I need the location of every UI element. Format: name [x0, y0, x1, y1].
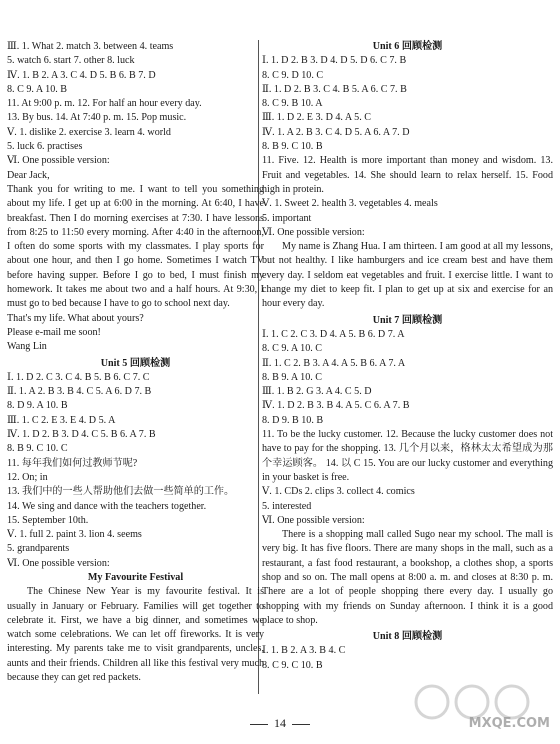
unit6-essay: My name is Zhang Hua. I am thirteen. I am good at all my lessons, but not healthy. I like hamburgers and ice cream best and have them every day. I seldom eat vegetables and fruit. I exercise little. I want to change my diet to keep fit. I plan to get up at six and exercise for an hour every day. — [262, 241, 553, 310]
answer-line: Ⅱ. 1. C 2. B 3. A 4. A 5. B 6. A 7. A — [262, 357, 406, 369]
answer-line: Ⅵ. One possible version: — [262, 226, 365, 238]
answer-line: 5. watch 6. start 7. other 8. luck — [7, 55, 135, 67]
letter-greeting: Dear Jack, — [7, 169, 50, 181]
answer-line: Ⅲ. 1. C 2. E 3. E 4. D 5. A — [7, 414, 116, 426]
page-number-text: 14 — [274, 716, 286, 730]
answer-line: 8. B 9. A 10. C — [262, 371, 323, 383]
unit5-title: Unit 5 回顾检测 — [100, 357, 171, 369]
answer-line: 8. C 9. B 10. A — [262, 98, 323, 110]
watermark-text: MXQE.COM — [468, 716, 550, 731]
answer-line: Ⅵ. One possible version: — [7, 557, 110, 569]
answer-line: Ⅰ. 1. D 2. C 3. C 4. B 5. B 6. C 7. C — [7, 371, 150, 383]
answer-line: 5. grandparents — [7, 543, 70, 555]
answer-line: 13. By bus. 14. At 7:40 p. m. 15. Pop music. — [7, 112, 187, 124]
answer-line: 8. B 9. C 10. C — [7, 443, 68, 455]
left-column — [7, 40, 264, 685]
answer-line: 8. C 9. C 10. B — [262, 659, 323, 671]
answer-line: 8. D 9. B 10. B — [262, 414, 324, 426]
answer-line: Ⅰ. 1. D 2. B 3. D 4. D 5. D 6. C 7. B — [262, 55, 407, 67]
answer-line: Ⅴ. 1. full 2. paint 3. lion 4. seems — [7, 529, 142, 541]
answer-line: 12. On; in — [7, 471, 48, 483]
unit7-answers — [262, 328, 553, 428]
dash-left — [250, 724, 268, 725]
answer-line: Ⅰ. 1. C 2. C 3. D 4. A 5. B 6. D 7. A — [262, 328, 405, 340]
answer-line: 8. D 9. A 10. B — [7, 400, 68, 412]
answer-line: Ⅴ. 1. dislike 2. exercise 3. learn 4. world — [7, 126, 171, 138]
answer-line: Ⅵ. One possible version: — [262, 514, 365, 526]
answer-line: Ⅴ. 1. CDs 2. clips 3. collect 4. comics — [262, 486, 415, 498]
answer-line: 8. C 9. A 10. B — [7, 83, 68, 95]
unit6-reading-answers: 11. Five. 12. Health is more important than money and wisdom. 13. Fruit and vegetables. 14. She should learn to relax herself. 15. Food high in protein. — [262, 155, 553, 195]
letter-closing: Please e-mail me soon! — [7, 326, 101, 338]
unit4-answers — [7, 40, 264, 183]
answer-line: Ⅴ. 1. Sweet 2. health 3. vegetables 4. meals — [262, 198, 438, 210]
answer-line: Ⅲ. 1. B 2. G 3. A 4. C 5. D — [262, 386, 372, 398]
answer-line: Ⅱ. 1. A 2. B 3. B 4. C 5. A 6. D 7. B — [7, 386, 152, 398]
answer-line: Ⅲ. 1. What 2. match 3. between 4. teams — [7, 41, 174, 52]
answer-line: 15. September 10th. — [7, 514, 89, 526]
answer-line: 5. important — [262, 212, 312, 224]
answer-line: 11. 每年我们如何过教师节呢? — [7, 457, 138, 469]
unit6-answers — [262, 54, 553, 154]
watermark-logo-icon — [404, 680, 554, 740]
answer-line: Ⅳ. 1. A 2. B 3. C 4. D 5. A 6. A 7. D — [262, 126, 410, 138]
unit7-essay: There is a shopping mall called Sugo near my school. The mall is very big. It has five floors. There are many shops in the mall, such as a restaurant, a fast food restaurant, a bookshop, a clothes shop, a sports shop and so on. The mall opens at 8:00 a. m. and closes at 8:30 p. m. There are a lot of people shopping there every day. I usually go shopping with my friends on Sunday afternoon. I think it is a good place to shop. — [262, 529, 553, 626]
answer-line: 8. C 9. D 10. C — [262, 69, 324, 81]
answer-line: 13. 我们中的一些人帮助他们去做一些简单的工作。 — [7, 486, 235, 498]
answer-line: Ⅲ. 1. D 2. E 3. D 4. A 5. C — [262, 112, 371, 124]
dash-right — [292, 724, 310, 725]
right-column — [262, 40, 553, 673]
answer-line: Ⅰ. 1. B 2. A 3. B 4. C — [262, 645, 346, 657]
essay-body: The Chinese New Year is my favourite festival. It is usually in January or February. Families will get together to celebrate it. First, we have a big dinner, and sometimes we watch some celebrations. We can let off fireworks. It is very interesting. My parents take me to visit grandparents, uncles, aunts and their friends. Children all like this festival very much because they can get red packets. — [7, 586, 264, 684]
answer-line: Ⅵ. One possible version: — [7, 155, 110, 167]
answer-line: Ⅳ. 1. B 2. A 3. C 4. D 5. B 6. B 7. D — [7, 69, 156, 81]
unit6-title: Unit 6 回顾检测 — [372, 41, 443, 52]
unit8-title: Unit 8 回顾检测 — [372, 631, 443, 643]
essay-title: My Favourite Festival — [87, 571, 184, 583]
answer-line: 8. C 9. A 10. C — [262, 343, 323, 355]
answer-line: Ⅳ. 1. D 2. B 3. B 4. A 5. C 6. A 7. B — [262, 400, 410, 412]
unit7-reading-answers: 11. To be the lucky customer. 12. Because the lucky customer does not have to pay for the shopping. 13. 几个月以来，格林太太希望成为那个幸运顾客。 14. 以 C 15. You are our lucky customer and everything in your basket is free. — [262, 429, 553, 483]
letter-closing: That's my life. What about yours? — [7, 312, 144, 324]
letter-body: Thank you for writing to me. I want to tell you something about my life. I get up at 6:00 in the morning. At 6:40, I have breakfast. Then I do morning exercises at 7:30. I have lessons from 8:25 to 11:50 every morning. After 4:40 in the afternoon, I often do some sports with my classmates. I play sports for about one hour, and then I go home. Sometimes I watch TV before having supper. Before I go to bed, I must finish my homework. It takes me about two and a half hours. At 9:30, I must go to bed because I have to go to school next day. — [7, 183, 264, 310]
answer-line: 11. At 9:00 p. m. 12. For half an hour every day. — [7, 98, 202, 110]
letter-signature: Wang Lin — [7, 341, 47, 353]
answer-line: 8. B 9. C 10. B — [262, 141, 323, 153]
answer-line: 14. We sing and dance with the teachers together. — [7, 500, 207, 512]
answer-line: Ⅳ. 1. D 2. B 3. D 4. C 5. B 6. A 7. B — [7, 429, 156, 441]
answer-line: Ⅱ. 1. D 2. B 3. C 4. B 5. A 6. C 7. B — [262, 83, 407, 95]
answer-line: 5. interested — [262, 500, 312, 512]
answer-line: 5. luck 6. practises — [7, 141, 83, 153]
unit7-title: Unit 7 回顾检测 — [372, 314, 443, 326]
unit5-answers — [7, 371, 264, 571]
